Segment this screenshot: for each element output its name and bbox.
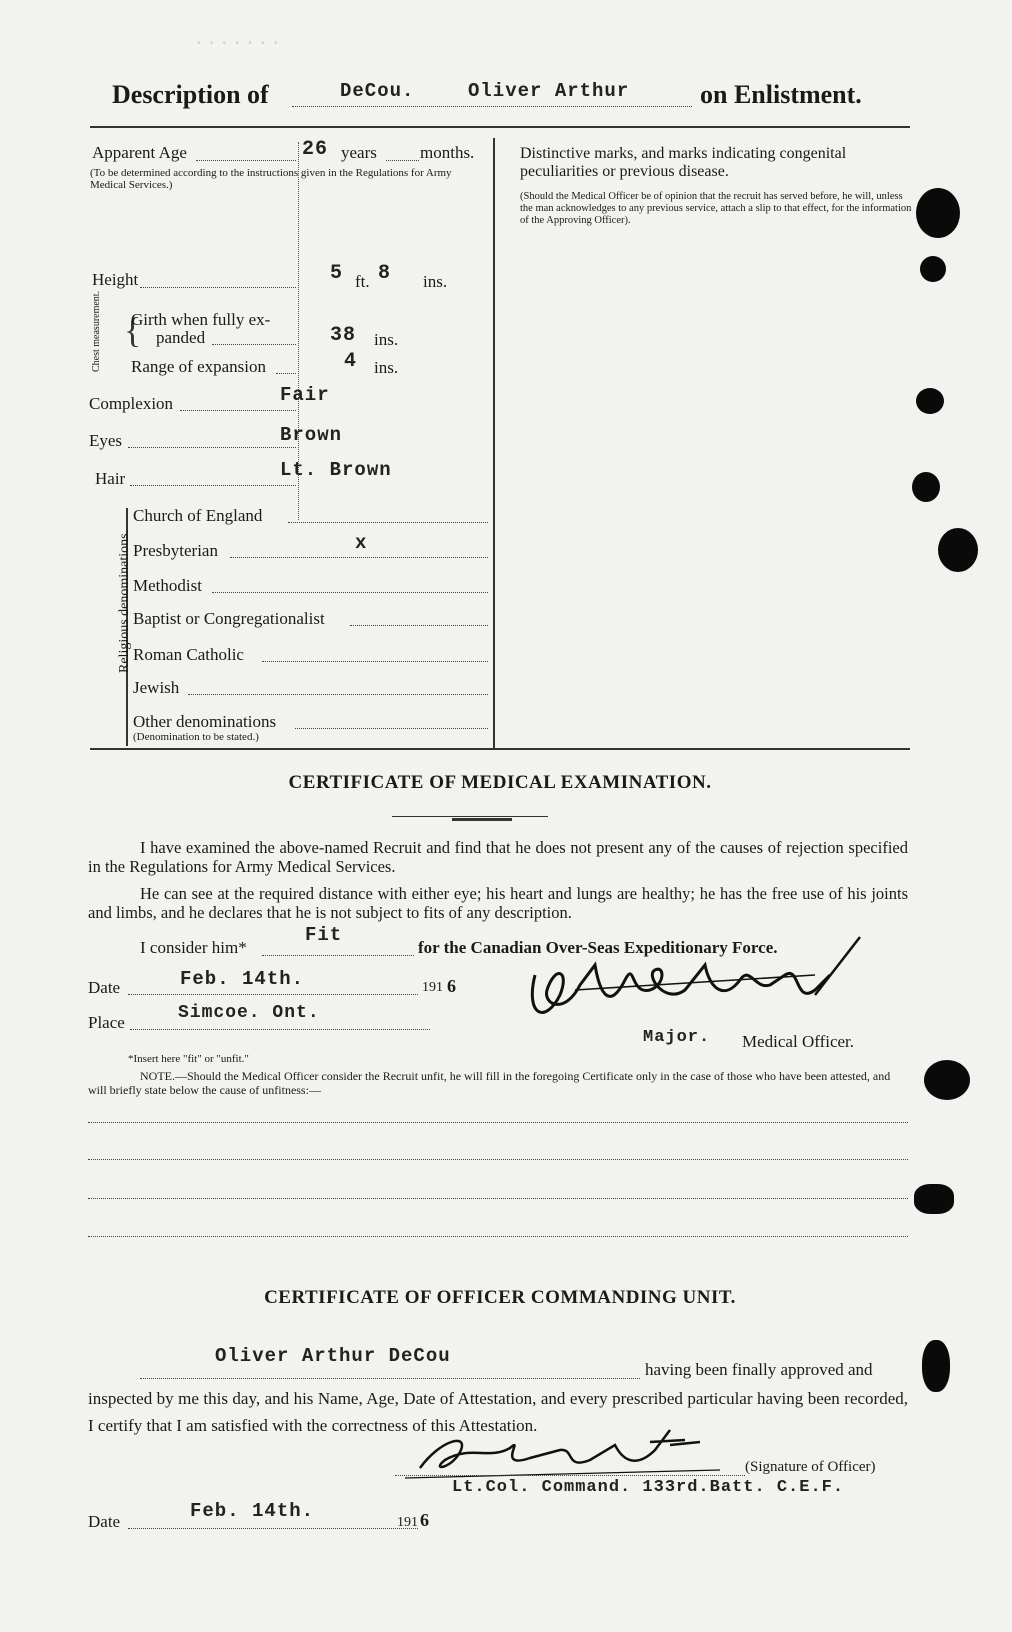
religion-roman-catholic: Roman Catholic bbox=[133, 645, 244, 664]
medical-year-prefix: 191 bbox=[422, 980, 443, 995]
religion-dots bbox=[212, 592, 488, 593]
commanding-name-value: Oliver Arthur DeCou bbox=[215, 1345, 451, 1367]
punch-hole bbox=[916, 188, 960, 238]
commanding-heading: CERTIFICATE OF OFFICER COMMANDING UNIT. bbox=[264, 1287, 736, 1308]
commanding-officer-title: Lt.Col. Command. 133rd.Batt. C.E.F. bbox=[452, 1478, 845, 1497]
commanding-name-dots bbox=[140, 1378, 640, 1379]
consider-label: I consider him* bbox=[140, 938, 247, 957]
girth-unit: ins. bbox=[374, 330, 399, 349]
eyes-value: Brown bbox=[280, 424, 343, 446]
medical-heading-rule-thick bbox=[452, 818, 512, 821]
upper-section-rule bbox=[90, 748, 910, 750]
chest-side-label: Chest measurement. bbox=[91, 290, 102, 372]
unfitness-line-2 bbox=[88, 1159, 908, 1160]
punch-hole bbox=[920, 256, 946, 282]
range-unit: ins. bbox=[374, 358, 399, 377]
medical-date-value: Feb. 14th. bbox=[180, 968, 305, 990]
commanding-date-value: Feb. 14th. bbox=[190, 1500, 315, 1522]
consider-dots bbox=[262, 955, 414, 956]
religion-dots bbox=[188, 694, 488, 695]
medical-place-value: Simcoe. Ont. bbox=[178, 1003, 320, 1023]
height-ins-label: ins. bbox=[423, 272, 448, 291]
range-dots bbox=[276, 373, 296, 374]
commanding-year-digit: 6 bbox=[420, 1510, 429, 1530]
height-ft-value: 5 bbox=[330, 262, 344, 285]
religion-dots bbox=[262, 661, 488, 662]
medical-note: NOTE.—Should the Medical Officer consider the Recruit unfit, he will fill in the foregoing Certificate only in the case of those who have been attested, and will briefly state below the cause of unfitness:— bbox=[88, 1069, 891, 1097]
girth-dots bbox=[212, 344, 296, 345]
religion-other: Other denominations bbox=[133, 712, 277, 731]
faint-stamp: · · · · · · · bbox=[195, 30, 280, 55]
center-divider bbox=[493, 138, 495, 748]
medical-para-1: I have examined the above-named Recruit and find that he does not present any of the causes of rejection specified in the Regulations for Army Medical Services. bbox=[88, 838, 908, 876]
range-label: Range of expansion bbox=[131, 357, 267, 376]
range-value: 4 bbox=[344, 350, 358, 373]
religion-presbyterian-mark: x bbox=[355, 532, 368, 554]
commanding-signature-dots bbox=[395, 1475, 745, 1476]
chest-brace: { bbox=[124, 310, 142, 350]
religion-church-of-england: Church of England bbox=[133, 506, 263, 525]
punch-hole bbox=[916, 388, 944, 414]
medical-heading-rule bbox=[392, 816, 548, 817]
age-dots bbox=[196, 160, 296, 161]
punch-hole bbox=[914, 1184, 954, 1214]
punch-hole bbox=[922, 1340, 950, 1392]
title-suffix: on Enlistment. bbox=[700, 80, 862, 109]
title-name-line bbox=[292, 106, 692, 107]
religion-side-label: Religious denominations. bbox=[117, 529, 132, 673]
years-label: years bbox=[341, 143, 377, 162]
girth-value: 38 bbox=[330, 324, 357, 347]
religion-baptist: Baptist or Congregationalist bbox=[133, 609, 325, 628]
hair-dots bbox=[130, 485, 296, 486]
medical-place-dots bbox=[130, 1029, 430, 1030]
medical-date-label: Date bbox=[88, 978, 121, 997]
religion-jewish: Jewish bbox=[133, 678, 180, 697]
age-note: (To be determined according to the instructions given in the Regulations for Army Medical Services.) bbox=[90, 167, 452, 191]
commanding-year-prefix: 191 bbox=[397, 1515, 418, 1530]
commanding-signature-label: (Signature of Officer) bbox=[745, 1459, 876, 1475]
unfitness-line-4 bbox=[88, 1236, 908, 1237]
religion-dots bbox=[230, 557, 488, 558]
medical-place-label: Place bbox=[88, 1013, 125, 1032]
commanding-date-label: Date bbox=[88, 1512, 121, 1531]
religion-dots bbox=[288, 522, 488, 523]
insert-note: *Insert here "fit" or "unfit." bbox=[128, 1053, 249, 1065]
commanding-date-dots bbox=[128, 1528, 418, 1529]
months-label: months. bbox=[420, 143, 475, 162]
religion-methodist: Methodist bbox=[133, 576, 202, 595]
marks-heading: Distinctive marks, and marks indicating congenital peculiarities or previous disease. bbox=[520, 145, 847, 180]
unfitness-line-1 bbox=[88, 1122, 908, 1123]
medical-date-dots bbox=[128, 994, 418, 995]
complexion-value: Fair bbox=[280, 384, 330, 406]
title-surname: DeCou. bbox=[340, 80, 415, 102]
religion-presbyterian: Presbyterian bbox=[133, 541, 218, 560]
height-label: Height bbox=[92, 270, 139, 289]
age-value: 26 bbox=[302, 138, 329, 161]
medical-officer-signature bbox=[515, 935, 875, 1040]
religion-other-note: (Denomination to be stated.) bbox=[133, 731, 259, 743]
height-in-value: 8 bbox=[378, 262, 392, 285]
eyes-label: Eyes bbox=[89, 431, 123, 450]
unfitness-line-3 bbox=[88, 1198, 908, 1199]
marks-note: (Should the Medical Officer be of opinion that the recruit has served before, he will, unless the man acknowledges to any previous service, attach a slip to that effect, for the information of the Approving Officer). bbox=[520, 191, 912, 226]
religion-dots bbox=[295, 728, 488, 729]
girth-label-2: panded bbox=[156, 328, 206, 347]
complexion-label: Complexion bbox=[89, 394, 174, 413]
medical-officer-label: Medical Officer. bbox=[742, 1032, 855, 1051]
hair-label: Hair bbox=[95, 469, 126, 488]
ft-label: ft. bbox=[355, 272, 370, 291]
top-rule bbox=[90, 126, 910, 128]
medical-heading: CERTIFICATE OF MEDICAL EXAMINATION. bbox=[288, 772, 712, 793]
complexion-dots bbox=[180, 410, 296, 411]
punch-hole bbox=[924, 1060, 970, 1100]
punch-hole bbox=[912, 472, 940, 502]
eyes-dots bbox=[128, 447, 296, 448]
title-given-names: Oliver Arthur bbox=[468, 80, 630, 102]
commanding-para: inspected by me this day, and his Name, Age, Date of Attestation, and every prescribed particular having been recorded, I certify that I am satisfied with the correctness of this Attestation. bbox=[88, 1389, 908, 1435]
force-label: for the Canadian Over-Seas Expeditionary Force. bbox=[418, 938, 778, 957]
punch-hole bbox=[938, 528, 978, 572]
medical-year-digit: 6 bbox=[447, 976, 456, 996]
hair-value: Lt. Brown bbox=[280, 459, 392, 481]
girth-label-1: Girth when fully ex- bbox=[131, 310, 271, 329]
height-dots bbox=[140, 287, 296, 288]
age-label: Apparent Age bbox=[92, 143, 187, 162]
medical-para-2: He can see at the required distance with either eye; his heart and lungs are healthy; he has the free use of his joints and limbs, and he declares that he is not subject to fits of any description. bbox=[88, 884, 908, 922]
religion-dots bbox=[350, 625, 488, 626]
years-dots bbox=[386, 160, 419, 161]
consider-value: Fit bbox=[305, 924, 343, 946]
commanding-approved-text: having been finally approved and bbox=[645, 1360, 873, 1379]
title-prefix: Description of bbox=[112, 80, 269, 109]
medical-officer-rank: Major. bbox=[643, 1028, 711, 1047]
